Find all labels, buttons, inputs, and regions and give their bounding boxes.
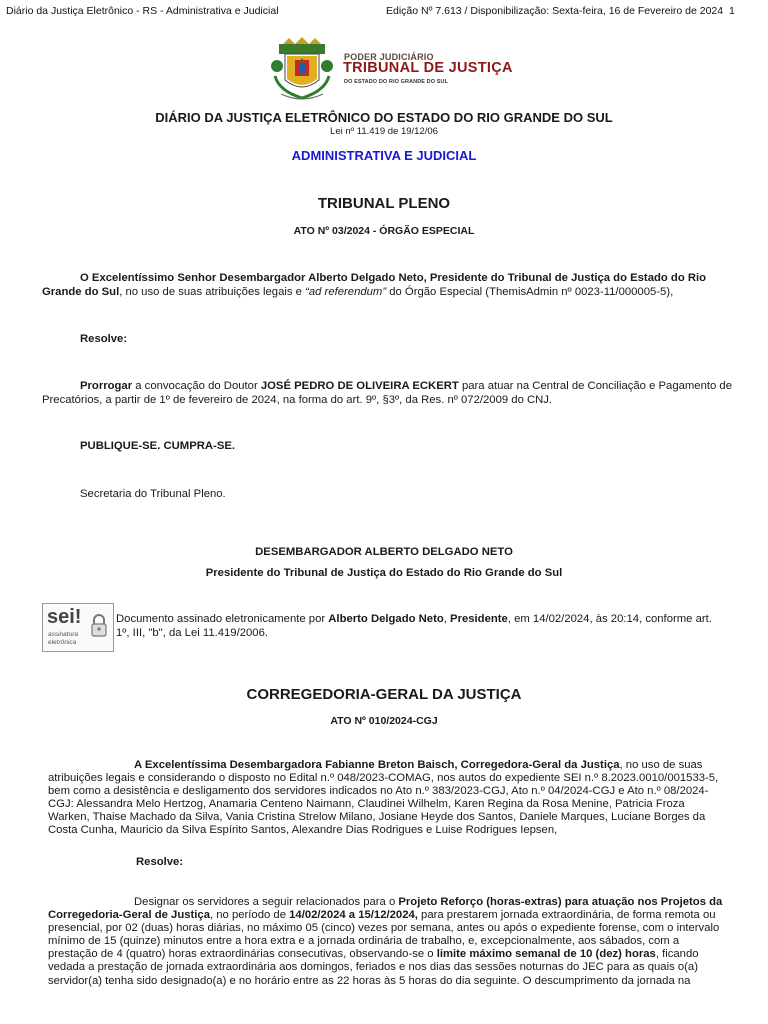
pleno-intro-text-2: do Órgão Especial (ThemisAdmin nº 0023-11/000005-5),	[386, 286, 674, 298]
signatory-title: Presidente do Tribunal de Justiça do Estado do Rio Grande do Sul	[205, 567, 563, 579]
sei-text-a: Documento assinado eletronicamente por	[116, 613, 329, 625]
sei-text-separator: ,	[443, 613, 451, 625]
sei-signature-text	[116, 612, 726, 640]
publique-line: PUBLIQUE-SE. CUMPRA-SE.	[80, 440, 236, 452]
pleno-heading: TRIBUNAL PLENO	[317, 195, 451, 212]
sei-text-b: , em 14/02/2024, às 20:14, conforme art. 1º, III, "b", da Lei 11.419/2006.	[116, 613, 712, 639]
sei-badge-line-1: assinatura	[48, 631, 78, 638]
padlock-icon	[90, 614, 108, 643]
pleno-intro-text-1: , no uso de suas atribuições legais e	[119, 286, 306, 298]
secretaria-line: Secretaria do Tribunal Pleno.	[80, 488, 226, 500]
pleno-act-number: ATO Nº 03/2024 - ÓRGÃO ESPECIAL	[293, 225, 475, 237]
cgj-d-text-c: para prestarem jornada extraordinária, de forma remota ou presencial, por 02 (duas) horas diárias, no máximo 05 (cinco) vezes por semana, antes ou após o expediente forense, com o intervalo mínimo de 15 (quinze) minutos entre a hora extra e a jornada ordinária de trabalho, e, excepcionalmente, aos sábados, com a prestação de 4 (quatro) horas extraordinárias consecutivas, observando-se o	[48, 909, 720, 961]
journal-title: DIÁRIO DA JUSTIÇA ELETRÔNICO DO ESTADO DO RIO GRANDE DO SUL	[155, 110, 613, 125]
logo-line-2: TRIBUNAL DE JUSTIÇA	[343, 60, 513, 76]
pleno-p2-text-b: para atuar na Central de Conciliação e Pagamento de Precatórios, a partir de 1º de fevereiro de 2024, na forma do art. 9º, §3º, da Res. nº 072/2009 do CNJ.	[42, 380, 732, 406]
pleno-intro-paragraph	[42, 271, 732, 299]
cgj-act-number: ATO Nº 010/2024-CGJ	[330, 715, 438, 727]
sei-badge-line-2: eletrônica	[48, 639, 77, 646]
running-header-right	[386, 5, 735, 17]
convoked-judge-name: JOSÉ PEDRO DE OLIVEIRA ECKERT	[260, 380, 459, 392]
journal-law: Lei nº 11.419 de 19/12/06	[330, 126, 438, 137]
cgj-resolve: Resolve:	[136, 856, 184, 868]
pleno-prorrogar-paragraph	[42, 379, 732, 407]
pleno-resolve: Resolve:	[80, 333, 128, 345]
pleno-intro-bold: O Excelentíssimo Senhor Desembargador Alberto Delgado Neto, Presidente do Tribunal de Justiça do Estado do Rio Grande do Sul	[42, 272, 707, 298]
logo-line-3: DO ESTADO DO RIO GRANDE DO SUL	[344, 79, 449, 85]
cgj-d-text-b: , no período de	[209, 909, 290, 922]
edition-info: Edição Nº 7.613 / Disponibilização: Sexta-feira, 16 de Fevereiro de 2024	[386, 5, 724, 17]
prorrogar-word: Prorrogar	[80, 380, 133, 392]
running-header-left: Diário da Justiça Eletrônico - RS - Administrativa e Judicial	[6, 5, 279, 17]
logo-line-1: PODER JUDICIÁRIO	[344, 52, 434, 62]
coat-of-arms-icon	[269, 36, 335, 106]
cgj-designar-paragraph	[48, 896, 726, 988]
cgj-period: 14/02/2024 a 15/12/2024,	[289, 909, 418, 922]
sei-signer-role: Presidente	[450, 613, 508, 625]
pleno-p2-text-a: a convocação do Doutor	[132, 380, 261, 392]
signatory-name: DESEMBARGADOR ALBERTO DELGADO NETO	[255, 546, 513, 558]
cgj-d-text-a: Designar os servidores a seguir relacionados para o	[134, 896, 399, 908]
cgj-intro-text: , no uso de suas atribuições legais e considerando o disposto no Edital n.º 048/2023-COMAG, nos autos do expediente SEI n.º 8.2023.0010/001533-5, bem como a desistência e desligamento dos servidores indicados no Ato n.º 383/2023-CGJ, Ato n.º 04/2024-CGJ e Ato n.º 08/2024-CGJ: Alessandra Melo Hertzog, Anamaria Centeno Naimann, Claudinei Wilhelm, Karen Regina da Rosa Menine, Patricia Froza Warken, Thaise Machado da Silva, Vania Cristina Strelow Milano, Josiane Heyde dos Santos, Daniele Marques, Luciane Borges da Costa Cunha, Mauricio da Silva Espírito Santos, Alexandre Dias Rodrigues e Luise Rodrigues Iepsen,	[48, 759, 719, 837]
cgj-project-name: Projeto Reforço (horas-extras) para atuação nos Projetos da Corregedoria-Geral de Justiça	[48, 896, 723, 922]
cgj-weekly-limit: limite máximo semanal de 10 (dez) horas	[436, 948, 656, 961]
sei-badge-logo: sei!	[47, 606, 82, 628]
page-number: 1	[728, 5, 735, 17]
cgj-intro-paragraph	[48, 759, 726, 838]
cgj-d-text-d: , ficando vedada a prestação de jornada extraordinária aos domingos, feriados e nos dias das sessões noturnas do JEC para as quais o(a) servidor(a) tenha sido designado(a) e no horário entre as 22 horas às 5 horas do dia seguinte. O descumprimento da jornada na	[48, 948, 699, 987]
cgj-heading: CORREGEDORIA-GERAL DA JUSTIÇA	[246, 686, 522, 703]
section-title: ADMINISTRATIVA E JUDICIAL	[291, 148, 477, 163]
pleno-intro-italic: “ad referendum”	[305, 286, 387, 298]
sei-signer-name: Alberto Delgado Neto	[328, 613, 444, 625]
sei-signature-badge	[42, 603, 114, 652]
cgj-intro-bold: A Excelentíssima Desembargadora Fabianne Breton Baisch, Corregedora-Geral da Justiça	[134, 759, 620, 771]
